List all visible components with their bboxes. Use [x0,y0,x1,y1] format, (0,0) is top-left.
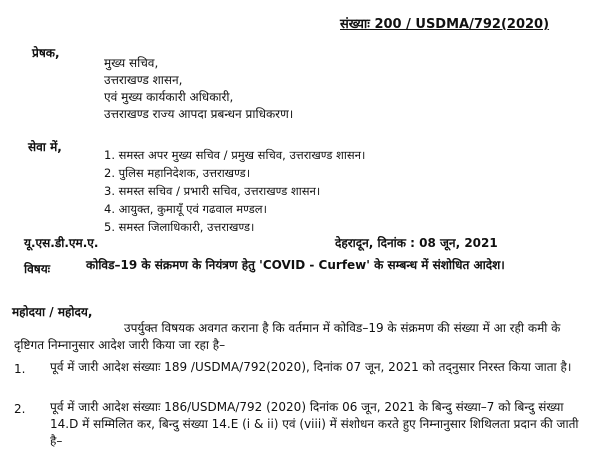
subject-label: विषयः [24,262,51,276]
place-date: देहरादून, दिनांक : 08 जून, 2021 [335,236,498,250]
recipient-item-5: 5. समस्त जिलाधिकारी, उत्तराखण्ड। [104,220,255,234]
sender-line-3: एवं मुख्य कार्यकारी अधिकारी, [104,90,234,104]
recipient-item-4: 4. आयुक्त, कुमायूँ एवं गढवाल मण्डल। [104,202,267,216]
recipient-item-1: 1. समस्त अपर मुख्य सचिव / प्रमुख सचिव, उत्तराखण्ड शासन। [104,148,366,162]
sender-line-1: मुख्य सचिव, [104,56,159,70]
point-2-number: 2. [14,402,26,416]
sender-label: प्रेषक, [32,46,60,60]
point-2-text: पूर्व में जारी आदेश संख्याः 186/USDMA/792 (2020) दिनांक 06 जून, 2021 के बिन्दु संख्या–7 को बिन्दु संख्या 14.D में सम्मिलित कर, बिन्दु संख्या 14.E (i & ii) एवं (viii) में संशोधन करते हुए निम्नानुसार शिथिलता प्रदान की जाती है– [50,400,579,448]
point-1-number: 1. [14,362,26,376]
office-code: यू.एस.डी.एम.ए. [24,236,99,250]
subject-text: कोविड–19 के संक्रमण के नियंत्रण हेतु 'COVID - Curfew' के सम्बन्ध में संशोधित आदेश। [86,258,505,272]
point-1-text: पूर्व में जारी आदेश संख्याः 189 /USDMA/792(2020), दिनांक 07 जून, 2021 को तद्नुसार निरस्त किया जाता है। [50,360,572,374]
recipient-item-3: 3. समस्त सचिव / प्रभारी सचिव, उत्तराखण्ड शासन। [104,184,321,198]
letter-number: संख्याः 200 / USDMA/792(2020) [340,17,550,32]
sender-line-2: उत्तराखण्ड शासन, [104,73,183,87]
recipients-label: सेवा में, [28,140,62,154]
salutation: महोदया / महोदय, [12,305,93,319]
intro-paragraph: उपर्युक्त विषयक अवगत कराना है कि वर्तमान में कोविड–19 के संक्रमण की संख्या में आ रही कमी के दृष्टिगत निम्नानुसार आदेश जारी किया जा रहा है– [14,321,561,352]
recipient-item-2: 2. पुलिस महानिदेशक, उत्तराखण्ड। [104,166,251,180]
sender-line-4: उत्तराखण्ड राज्य आपदा प्रबन्धन प्राधिकरण। [104,107,294,121]
